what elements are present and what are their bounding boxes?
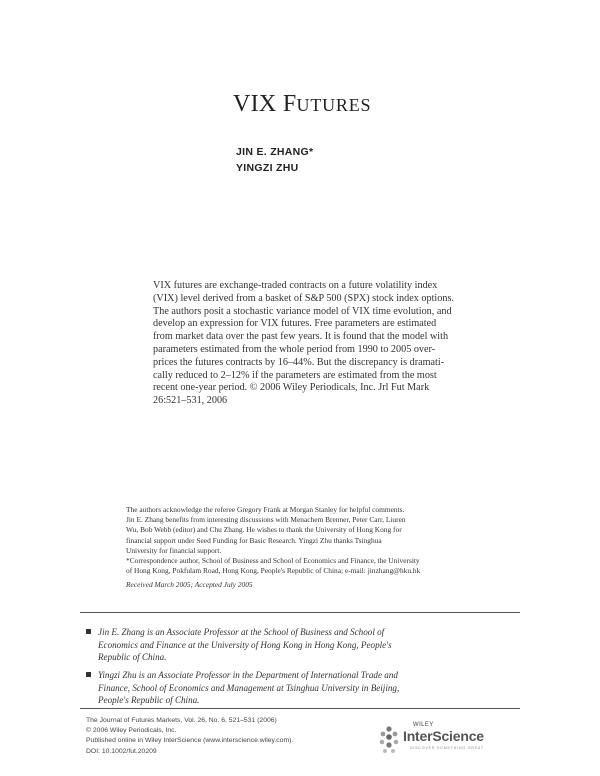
abstract-line: prices the futures contracts by 16–44%. But the discrepancy is dramati-: [153, 356, 445, 368]
abstract-line: parameters estimated from the whole period from 1990 to 2005 over-: [153, 343, 436, 355]
bio-line: Yingzi Zhu is an Associate Professor in the Department of International Trade and: [98, 670, 398, 680]
author-name: JIN E. ZHANG*: [236, 146, 314, 158]
abstract-line: cally reduced to 2–12% if the parameters are estimated from the most: [153, 369, 437, 381]
journal-info: [86, 716, 293, 757]
footnote-line: *Correspondence author, School of Business and School of Economics and Finance, the University: [126, 556, 420, 566]
interscience-logo: [378, 722, 496, 756]
abstract: [153, 280, 501, 408]
bio-line: Republic of China.: [98, 652, 167, 663]
abstract-line: (VIX) level derived from a basket of S&P 500 (SPX) stock index options.: [153, 292, 454, 304]
bullet-icon: [86, 672, 91, 677]
bio-line: Economics and Finance at the University of Hong Kong in Hong Kong, People's: [98, 639, 392, 650]
bio-line: People's Republic of China.: [98, 695, 200, 706]
journal-line: Published online in Wiley InterScience (www.interscience.wiley.com).: [86, 737, 294, 745]
footnote-line: of Hong Kong, Pokfulam Road, Hong Kong, People's Republic of China; e-mail: jinzhang@hku.hk: [126, 566, 421, 576]
logo-publisher: WILEY: [413, 722, 434, 728]
acknowledgment-footnote: [126, 505, 506, 591]
journal-line: © 2006 Wiley Periodicals, Inc.: [86, 727, 177, 735]
abstract-line: develop an expression for VIX futures. Free parameters are estimated: [153, 318, 437, 330]
journal-line: The Journal of Futures Markets, Vol. 26, No. 6, 521–531 (2006): [86, 717, 277, 724]
logo-name: InterScience: [403, 728, 484, 744]
abstract-line: VIX futures are exchange-traded contracts on a future volatility index: [153, 280, 438, 291]
section-divider: [80, 612, 520, 613]
abstract-line: recent one-year period. © 2006 Wiley Periodicals, Inc. Jrl Fut Mark: [153, 382, 430, 394]
abstract-line: The authors posit a stochastic variance model of VIX time evolution, and: [153, 305, 452, 317]
interscience-logo-icon: [378, 725, 400, 755]
bio-line: Finance, School of Economics and Management at Tsinghua University in Beijing,: [98, 682, 400, 693]
author-bio: [86, 669, 399, 707]
paper-title: VIX FUTURES: [233, 91, 372, 117]
author-name: YINGZI ZHU: [236, 162, 299, 174]
footnote-line: The authors acknowledge the referee Gregory Frank at Morgan Stanley for helpful comments.: [126, 505, 405, 514]
abstract-line: from market data over the past few years. It is found that the model with: [153, 331, 449, 343]
bullet-icon: [86, 629, 91, 634]
footnote-line: Wu, Bob Webb (editor) and Chu Zhang. He wishes to thank the University of Hong Kong for: [126, 525, 402, 535]
section-divider: [80, 708, 520, 709]
bio-line: Jin E. Zhang is an Associate Professor at the School of Business and School of: [98, 627, 385, 637]
journal-line: DOI: 10.1002/fut.20209: [86, 747, 157, 755]
footnote-line: University for financial support.: [126, 545, 222, 555]
author-bio: [86, 626, 392, 664]
footnote-line: Jin E. Zhang benefits from interesting discussions with Menachem Brenner, Peter Carr, Liuren: [126, 515, 406, 525]
abstract-line: 26:521–531, 2006: [153, 395, 228, 407]
footnote-line: financial support under Seed Funding for Basic Research. Yingzi Zhu thanks Tsinghua: [126, 535, 382, 545]
logo-tagline: DISCOVER SOMETHING GREAT: [410, 746, 484, 750]
received-dates: Received March 2005; Accepted July 2005: [126, 580, 253, 590]
